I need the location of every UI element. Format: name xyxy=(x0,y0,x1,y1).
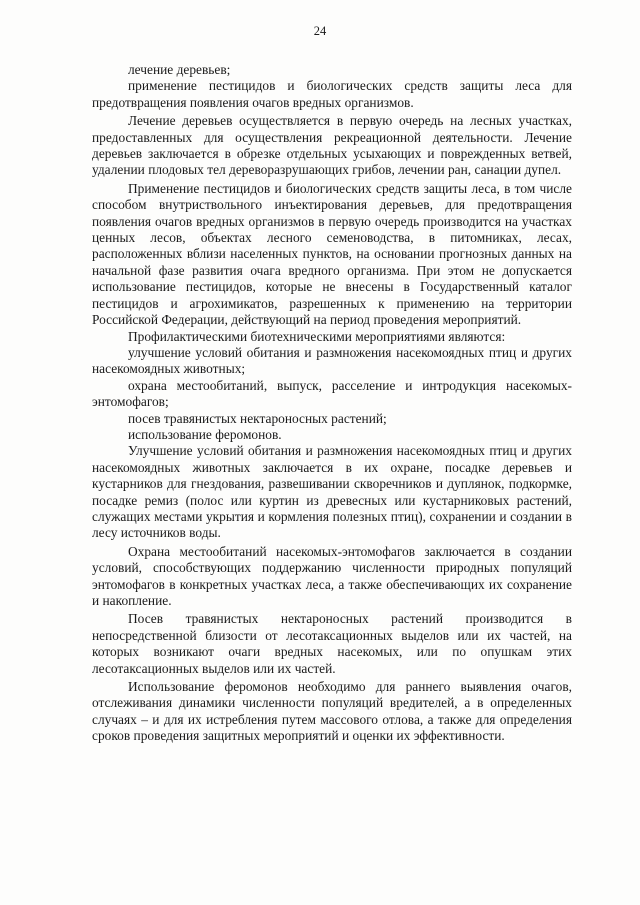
body-text xyxy=(92,62,572,745)
paragraph-treatment-item: лечение деревьев; xyxy=(128,62,231,77)
paragraph-entomophages-protection: Охрана местообитаний насекомых-энтомофагов заключается в создании условий, способствующих поддержанию численности природных популяций энтомофагов в конкретных участках леса, а также обеспечивающих их сохранение и накопление. xyxy=(92,543,572,608)
paragraph-pesticide-application: Применение пестицидов и биологических средств защиты леса, в том числе способом внутриствольного инъектирования деревьев, для предотвращения появления очагов вредных организмов в первую очередь производится на участках ценных лесов, объектах лесного семеноводства, в питомниках, лесах, расположенных вблизи населенных пунктов, на основании прогнозных данных на начальной фазе развития очага вредного организма. При этом не допускается использование пестицидов, которые не внесены в Государственный каталог пестицидов и агрохимикатов, разрешенных к применению на территории Российской Федерации, действующий на период проведения мероприятий. xyxy=(92,180,572,328)
paragraph-tree-treatment: Лечение деревьев осуществляется в первую очередь на лесных участках, предоставленных для осуществления рекреационной деятельности. Лечение деревьев заключается в обрезке отдельных усыхающих и поврежденных ветвей, удалении плодовых тел дереворазрушающих грибов, лечении ран, санации дупел. xyxy=(92,113,572,178)
page-number: 24 xyxy=(313,24,327,38)
paragraph-pheromones-use: Использование феромонов необходимо для раннего выявления очагов, отслеживания динамики численности популяций вредителей, а в определенных случаях – и для их истребления путем массового отлова, а также для определения сроков проведения защитных мероприятий и оценки их эффективности. xyxy=(92,679,572,744)
paragraph-biotechnical-intro: Профилактическими биотехническими мероприятиями являются: xyxy=(128,328,506,344)
paragraph-list-sowing: посев травянистых нектароносных растений; xyxy=(128,410,387,426)
paragraph-nectar-plants: Посев травянистых нектароносных растений производится в непосредственной близости от лесотаксационных выделов или их частей, на которых возникают очаги вредных насекомых, или по опушкам этих лесотаксационных выделов или их частей. xyxy=(92,611,572,676)
paragraph-list-entomophages: охрана местообитаний, выпуск, расселение и интродукция насекомых-энтомофагов; xyxy=(92,377,572,410)
paragraph-list-pheromones: использование феромонов. xyxy=(128,426,282,442)
paragraph-pesticides-item: применение пестицидов и биологических средств защиты леса для предотвращения появления очагов вредных организмов. xyxy=(92,78,572,110)
paragraph-birds-habitat: Улучшение условий обитания и размножения насекомоядных птиц и других насекомоядных животных заключается в их охране, посадке деревьев и кустарников для гнездования, развешивании скворечников и дуплянок, подкормке, посадке ремиз (полос или куртин из древесных или кустарниковых растений, служащих местами укрытия и кормления полезных птиц), сохранении и создании в лесу источников воды. xyxy=(92,443,572,541)
paragraph-list-birds: улучшение условий обитания и размножения насекомоядных птиц и других насекомоядных животных; xyxy=(92,344,572,377)
